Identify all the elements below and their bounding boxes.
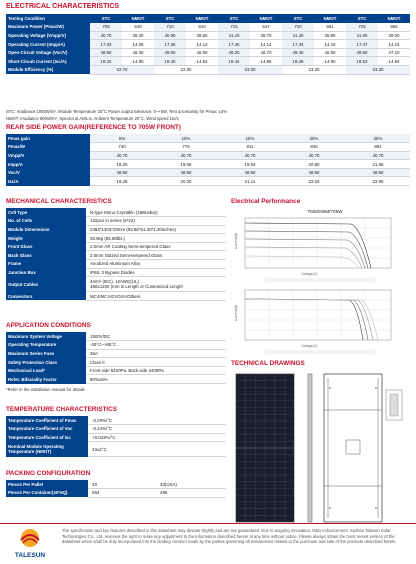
value-cell: 2.0mm AR Coating Semi-tempered Glass — [86, 242, 226, 251]
header-cell: STC — [218, 14, 250, 23]
table-row — [6, 234, 226, 243]
value-cell: -40°C~+85°C — [86, 341, 226, 350]
value-cell: 495 — [156, 489, 226, 498]
value-cell: -0.24%/°C — [88, 425, 226, 434]
row-label: Pmax/W — [6, 143, 90, 152]
table-row — [6, 292, 226, 301]
value-cell: 49.40 — [282, 48, 314, 57]
value-cell: 14.14 — [250, 40, 282, 49]
value-cell: 18.53 — [346, 57, 378, 66]
table-row — [6, 40, 410, 49]
header-cell: NMOT — [314, 14, 346, 23]
value-cell: 48.80 — [282, 168, 346, 177]
value-cell: 846 — [282, 143, 346, 152]
value-cell: MC4/MC4-EVO2A/Others — [86, 292, 226, 301]
row-label: Operating Temperature — [6, 341, 86, 350]
value-cell: 740 — [90, 143, 154, 152]
header-cell: 20% — [282, 134, 346, 143]
value-cell: 14.94 — [378, 57, 410, 66]
value-cell: N-type Mono-Crystallin (18Busbar) — [86, 208, 226, 217]
header-cell: NMOT — [186, 14, 218, 23]
value-cell: 41.30 — [282, 31, 314, 40]
value-cell: 720 — [282, 23, 314, 32]
value-cell: 14.23 — [378, 40, 410, 49]
value-cell: 41.50 — [346, 31, 378, 40]
row-label: Temperature Coefficient of Voc — [6, 425, 88, 434]
header-cell: NMOT — [250, 14, 282, 23]
value-cell: 48.80 — [154, 168, 218, 177]
header-cell: STC — [282, 14, 314, 23]
value-cell: 17.44 — [282, 40, 314, 49]
temperature-table — [6, 416, 226, 457]
value-cell: 20.80 — [282, 160, 346, 169]
header-label: Testing Condition — [6, 14, 90, 23]
value-cell: 21.66 — [346, 160, 410, 169]
table-row — [6, 23, 410, 32]
header-cell: 10% — [154, 134, 218, 143]
technical-drawings-title: TECHNICAL DRAWINGS — [231, 360, 305, 367]
value-cell: 547 — [250, 23, 282, 32]
value-cell: 2.0mm Glazed Semi-tempered Glass — [86, 251, 226, 260]
technical-drawing — [228, 370, 408, 530]
value-cell: 18.20 — [90, 160, 154, 169]
value-cell: 48.80 — [90, 48, 122, 57]
packing-table — [6, 480, 226, 498]
value-cell: 48.80 — [346, 168, 410, 177]
value-cell: 2384*1303*33mm (93.86*51.30*1.30inches) — [86, 225, 226, 234]
row-label: Nominal Module Operating Temperature (NMOT) — [6, 442, 88, 457]
value-cell: 725 — [346, 23, 378, 32]
value-cell: -0.29%/°C — [88, 416, 226, 425]
efficiency-row — [6, 66, 410, 75]
value-cell: 39.00 — [378, 31, 410, 40]
table-row — [6, 160, 410, 169]
application-table — [6, 332, 226, 384]
row-label: Temperature Coefficient of Pmax — [6, 416, 88, 425]
table-row — [6, 260, 226, 269]
row-label: Back Glass — [6, 251, 86, 260]
table-row — [6, 416, 226, 425]
svg-text:Current(A): Current(A) — [234, 304, 238, 321]
nmot-note: NMOT: Irradiance 800W/m², Spectra at AM1.5, Ambient Temperature 20°C, Wind speed 1m/s — [6, 116, 179, 121]
table-row — [6, 425, 226, 434]
table-row — [6, 225, 226, 234]
stc-note: STC: Irradiance 1000W/m², Module Temperature 25°C Power output tolerance: 0~+5W, Test uncertainty for Pmax: ±3% — [6, 109, 227, 114]
header-cell: 15% — [218, 134, 282, 143]
table-row — [6, 242, 226, 251]
value-cell: 80%±5% — [86, 375, 226, 384]
value-cell: 40.70 — [154, 151, 218, 160]
value-cell: 40.90 — [154, 31, 186, 40]
electrical-performance-title: Electrical Performance — [231, 198, 301, 205]
row-label: No. of Cells — [6, 217, 86, 226]
value-cell: 14.12 — [186, 40, 218, 49]
temperature-title: TEMPERATURE CHARACTERISTICS — [6, 406, 118, 413]
value-cell: 23.20 — [282, 66, 346, 75]
value-cell: 46.90 — [314, 48, 346, 57]
row-label: Mechanical Load* — [6, 366, 86, 375]
row-label: Junction Box — [6, 268, 86, 277]
value-cell: 811 — [218, 143, 282, 152]
temperature-curve-chart — [231, 287, 406, 357]
value-cell: 20.20 — [154, 177, 218, 186]
row-label: Maximum Power (Pmax/W) — [6, 23, 90, 32]
electrical-header-row — [6, 14, 410, 23]
value-cell: 14.08 — [122, 40, 154, 49]
value-cell: 38.5kg (84.88lbs.) — [86, 234, 226, 243]
value-cell: 46.30 — [122, 48, 154, 57]
value-cell: 551 — [314, 23, 346, 32]
value-cell: 710 — [154, 23, 186, 32]
row-label: Refer. Bifaciality Factor — [6, 375, 86, 384]
value-cell: 47.10 — [378, 48, 410, 57]
value-cell: 40.70 — [282, 151, 346, 160]
table-row — [6, 277, 226, 292]
value-cell: 540 — [122, 23, 154, 32]
table-row — [6, 358, 226, 367]
value-cell: 43±2°C — [88, 442, 226, 457]
value-cell: 594 — [88, 489, 156, 498]
table-row — [6, 341, 226, 350]
row-label: Pieces Per Pallet — [6, 480, 88, 489]
value-cell: 38.70 — [250, 31, 282, 40]
value-cell: 49.20 — [218, 48, 250, 57]
rear-gain-title: REAR SIDE POWER GAIN(REFERENCE TO 705W FRONT) — [6, 124, 181, 131]
rear-gain-table — [6, 134, 410, 186]
row-label: Module Dimensions — [6, 225, 86, 234]
value-cell: 18.40 — [154, 57, 186, 66]
value-cell: 19.06 — [154, 160, 218, 169]
value-cell: 33(USA) — [156, 480, 226, 489]
iv-curve-chart — [231, 215, 406, 285]
value-cell: 14.90 — [314, 57, 346, 66]
value-cell: 715 — [218, 23, 250, 32]
header-cell: NMOT — [122, 14, 154, 23]
value-cell: 22.90 — [154, 66, 218, 75]
value-cell: 48.80 — [218, 168, 282, 177]
row-label: Operating Current (Impp/A) — [6, 40, 90, 49]
table-row — [6, 251, 226, 260]
value-cell: 14.83 — [186, 57, 218, 66]
mechanical-table — [6, 208, 226, 301]
value-cell: 46.70 — [250, 48, 282, 57]
value-cell: IP68, 3 Bypass Diodes — [86, 268, 226, 277]
table-row — [6, 31, 410, 40]
table-row — [6, 349, 226, 358]
table-row — [6, 442, 226, 457]
value-cell: 40.70 — [218, 151, 282, 160]
table-row — [6, 489, 226, 498]
footer-disclaimer: The specification and key features described in this datasheet may deviate slightly and are not guaranteed. Due to ongoing innovation, R&D enhancement, Suzhou Talesun Solar Technologies Co., Ltd. reserves the right to make any adjustment to the information described herein at any time without notice. Please always obtain the most recent version of the datasheet which shall be duly incorporated into the binding contract made by the parties governing all transactions related to the purchase and sale of the products described herein. — [62, 528, 397, 545]
value-cell: 22.70 — [90, 66, 154, 75]
svg-text:Voltage(V): Voltage(V) — [301, 344, 318, 348]
row-label: Isc/A — [6, 177, 90, 186]
value-cell: 46.50 — [186, 48, 218, 57]
value-cell: 14.19 — [314, 40, 346, 49]
installation-note: *Refer to the installation manual for details — [6, 387, 85, 392]
row-label: Temperature Coefficient of Isc — [6, 433, 88, 442]
value-cell: 48.80 — [90, 168, 154, 177]
value-cell: 38.30 — [122, 31, 154, 40]
row-label: Maximum Series Fuse — [6, 349, 86, 358]
row-label: Weight — [6, 234, 86, 243]
row-label: Output Cables — [6, 277, 86, 292]
value-cell: 555 — [378, 23, 410, 32]
table-row — [6, 332, 226, 341]
value-cell: 881 — [346, 143, 410, 152]
header-cell: NMOT — [378, 14, 410, 23]
row-label: Pieces Per Container(40'HQ) — [6, 489, 88, 498]
value-cell: 21.11 — [218, 177, 282, 186]
value-cell: 1500V/DC — [86, 332, 226, 341]
value-cell: 14.80 — [122, 57, 154, 66]
value-cell: 19.93 — [218, 160, 282, 169]
value-cell: 40.70 — [346, 151, 410, 160]
svg-text:Voltage(V): Voltage(V) — [301, 272, 318, 276]
value-cell: 19.28 — [90, 177, 154, 186]
value-cell: Class II — [86, 358, 226, 367]
table-row — [6, 151, 410, 160]
value-cell: 543 — [186, 23, 218, 32]
value-cell: 705 — [90, 23, 122, 32]
row-label: Front Glass — [6, 242, 86, 251]
value-line: 350±1200 (mm in Length or Customized Length — [90, 284, 183, 290]
value-cell: 40.70 — [90, 151, 154, 160]
table-row — [6, 143, 410, 152]
electrical-table — [6, 14, 410, 75]
talesun-logo-icon — [6, 526, 54, 560]
value-cell: 17.40 — [218, 40, 250, 49]
value-cell: 18.44 — [218, 57, 250, 66]
application-title: APPLICATION CONDITIONS — [6, 322, 91, 329]
value-cell: 33 — [88, 480, 156, 489]
value-cell: 40.70 — [90, 31, 122, 40]
header-cell: 25% — [346, 134, 410, 143]
row-label: Safety Protection Class — [6, 358, 86, 367]
svg-text:Current(A): Current(A) — [234, 232, 238, 249]
table-row — [6, 48, 410, 57]
row-label: Vmpp/V — [6, 151, 90, 160]
row-label: Operating Voltage (Vmpp/V) — [6, 31, 90, 40]
header-cell: STC — [346, 14, 378, 23]
header-cell: STC — [90, 14, 122, 23]
table-row — [6, 433, 226, 442]
value-cell: 776 — [154, 143, 218, 152]
header-label: Pmax gain — [6, 134, 90, 143]
electrical-title: ELECTRICAL CHARACTERISTICS — [6, 3, 120, 10]
value-cell: 17.47 — [346, 40, 378, 49]
value-cell: 22.03 — [282, 177, 346, 186]
table-row — [6, 177, 410, 186]
value-cell: 22.95 — [346, 177, 410, 186]
value-cell: 35A — [86, 349, 226, 358]
value-cell: 23.30 — [346, 66, 410, 75]
rear-header-row — [6, 134, 410, 143]
value-cell: 38.80 — [314, 31, 346, 40]
value-cell: Front side 5400Pa, Back side 2400Pa — [86, 366, 226, 375]
table-row — [6, 366, 226, 375]
table-row — [6, 480, 226, 489]
value-cell: 23.00 — [218, 66, 282, 75]
value-cell: 17.36 — [154, 40, 186, 49]
value-cell: 18.49 — [282, 57, 314, 66]
mechanical-title: MECHANICAL CHARACTERISTICS — [6, 198, 112, 205]
row-label: Short-Circuit Current (Isc/A) — [6, 57, 90, 66]
header-cell: 5% — [90, 134, 154, 143]
table-row — [6, 57, 410, 66]
table-row — [6, 375, 226, 384]
row-label: Open-Circuit Voltage (Voc/V) — [6, 48, 90, 57]
value-cell: Anodized Aluminium Alloy — [86, 260, 226, 269]
value-line: 4mm² (IEC), 12AWG(UL) — [90, 279, 139, 285]
row-label: Frame — [6, 260, 86, 269]
value-cell: 132pcs in series (6*22) — [86, 217, 226, 226]
row-label: Connectors — [6, 292, 86, 301]
talesun-brand: TALESUN — [14, 552, 46, 559]
value-cell: +0.043%/°C — [88, 433, 226, 442]
row-label: Impp/A — [6, 160, 90, 169]
row-label: Cell Type — [6, 208, 86, 217]
value-cell: 49.00 — [154, 48, 186, 57]
table-row — [6, 168, 410, 177]
value-cell — [86, 277, 226, 292]
row-label: Voc/V — [6, 168, 90, 177]
value-cell: 17.33 — [90, 40, 122, 49]
table-row — [6, 217, 226, 226]
value-cell: 18.34 — [90, 57, 122, 66]
value-cell: 38.50 — [186, 31, 218, 40]
table-row — [6, 268, 226, 277]
value-cell: 49.60 — [346, 48, 378, 57]
row-label: Module Efficiency (%) — [6, 66, 90, 75]
value-cell: 14.86 — [250, 57, 282, 66]
header-cell: STC — [154, 14, 186, 23]
row-label: Maximum System Voltage — [6, 332, 86, 341]
packing-title: PACKING CONFIGURATION — [6, 470, 91, 477]
value-cell: 41.10 — [218, 31, 250, 40]
table-row — [6, 208, 226, 217]
iv-chart-title: TM8G66M/705W — [307, 209, 343, 214]
